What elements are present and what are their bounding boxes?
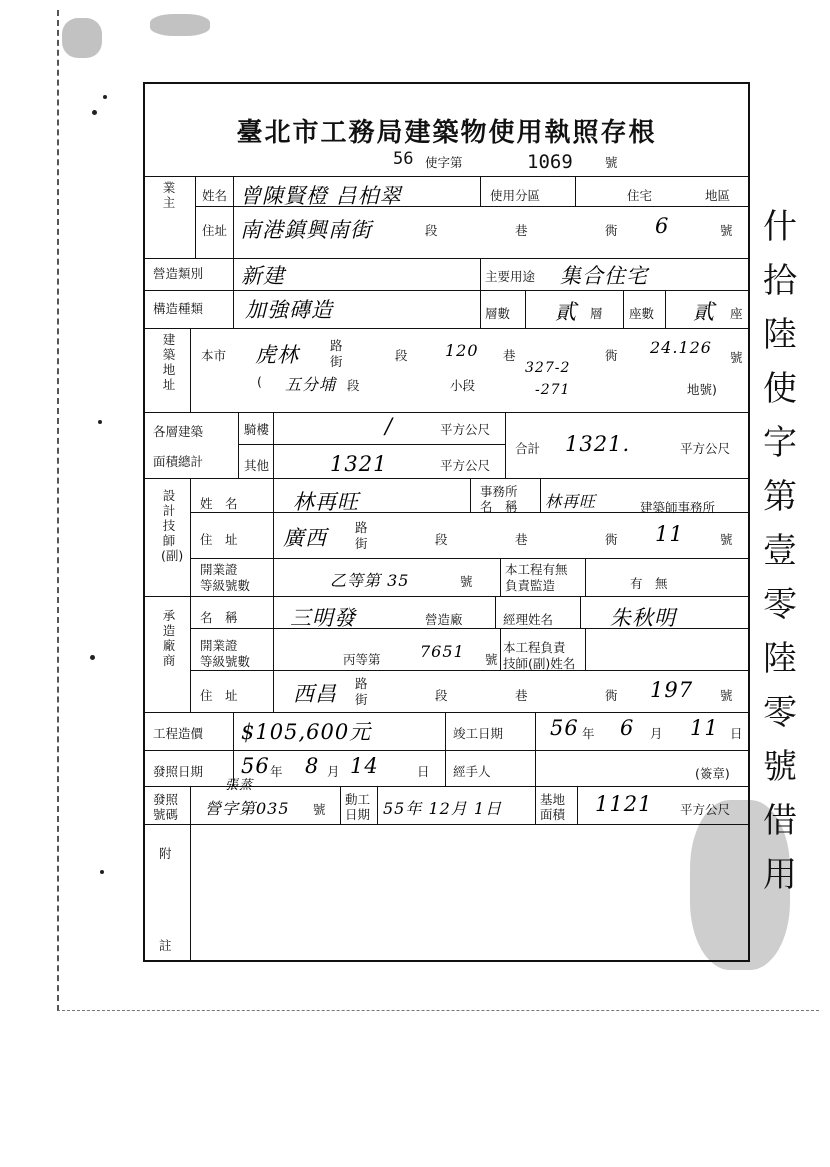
site-jie: 街 xyxy=(330,354,343,369)
buildings-value: 貳 xyxy=(693,300,715,324)
scan-speck xyxy=(90,655,95,660)
license-value: 乙等第 35 xyxy=(330,571,410,590)
arcade-label: 騎樓 xyxy=(244,422,270,437)
contractor-addr-nong: 衖 xyxy=(605,688,618,703)
designer-addr-no: 11 xyxy=(655,522,684,546)
site-xiang: 巷 xyxy=(503,348,516,363)
arcade-value: / xyxy=(385,414,394,438)
margin-stamp: 什拾陸使字第壹零陸零號借用 xyxy=(763,207,797,895)
usage-zone-label: 使用分區 xyxy=(490,188,541,203)
issue-no-label-1: 發照 xyxy=(153,792,179,807)
manager-label: 經理姓名 xyxy=(503,612,554,627)
total-label: 合計 xyxy=(515,441,541,456)
designer-addr: 廣西 xyxy=(283,526,327,550)
contractor-name-suffix: 營造廠 xyxy=(425,612,463,627)
permit-label: 使字第 xyxy=(425,155,463,170)
base-label-2: 面積 xyxy=(540,807,566,822)
contractor-section: 承造廠商 xyxy=(162,608,176,668)
site-lu: 路 xyxy=(330,338,343,353)
engineer-label-2: 技師(副)姓名 xyxy=(503,656,576,671)
owner-section: 業主 xyxy=(162,180,176,210)
contractor-addr-duan: 段 xyxy=(435,688,448,703)
completion-year: 56 xyxy=(550,716,579,740)
completion-label: 竣工日期 xyxy=(453,726,504,741)
site-sub-label: 小段 xyxy=(450,378,476,393)
completion-day: 11 xyxy=(690,716,719,740)
issue-year: 56 xyxy=(241,754,270,778)
supervise-value: 有 無 xyxy=(630,576,668,591)
c-license-no: 7651 xyxy=(420,642,465,661)
site-duan: 段 xyxy=(395,348,408,363)
base-value: 1121 xyxy=(595,792,653,816)
office-label-1: 事務所 xyxy=(480,484,518,499)
scan-smudge xyxy=(150,14,210,36)
owner-addr-nong: 衖 xyxy=(605,223,618,238)
manager-name: 朱秋明 xyxy=(610,606,676,630)
cost-label: 工程造價 xyxy=(153,726,204,741)
contractor-addr-no: 197 xyxy=(650,678,694,702)
area-label-2: 面積總計 xyxy=(153,454,204,469)
site-road: 虎林 xyxy=(255,343,299,367)
owner-addr-duan: 段 xyxy=(425,223,438,238)
arcade-sqm: 平方公尺 xyxy=(440,422,491,437)
total-value: 1321. xyxy=(565,432,631,456)
designer-addr-label: 住 址 xyxy=(200,532,238,547)
license-label-2: 等級號數 xyxy=(200,578,251,593)
site-city: 本市 xyxy=(201,348,227,363)
supervise-label-1: 本工程有無 xyxy=(505,562,568,577)
site-lot-label: 地號) xyxy=(687,382,717,397)
issue-month: 8 xyxy=(305,754,320,778)
owner-name-label: 姓名 xyxy=(202,188,228,203)
completion-ri: 日 xyxy=(730,726,743,741)
start-value: 55年 12月 1日 xyxy=(383,799,503,818)
completion-month: 6 xyxy=(620,716,635,740)
site-paren: ( xyxy=(257,374,262,389)
corner-annotation: 張蒸 xyxy=(225,778,254,793)
site-label: 建築地址 xyxy=(162,332,176,392)
designer-name: 林再旺 xyxy=(293,490,359,514)
contractor-name: 三明發 xyxy=(290,606,356,630)
other-sqm: 平方公尺 xyxy=(440,458,491,473)
handler-stamp: (簽章) xyxy=(695,766,730,781)
issue-no-value: 營字第035 xyxy=(205,799,290,818)
designer-addr-nong: 衖 xyxy=(605,532,618,547)
buildings-label: 座數 xyxy=(629,306,655,321)
base-unit: 平方公尺 xyxy=(680,802,731,817)
c-license-hao: 號 xyxy=(485,652,498,667)
office-name: 林再旺 xyxy=(545,492,597,511)
contractor-addr-label: 住 址 xyxy=(200,688,238,703)
permit-year: 56 xyxy=(393,149,414,169)
remark-label-1: 附 xyxy=(159,846,172,861)
handler-label: 經手人 xyxy=(453,764,491,779)
structure-value: 加強磚造 xyxy=(245,298,333,322)
scan-speck xyxy=(100,870,104,874)
owner-address-label: 住址 xyxy=(202,223,228,238)
site-no: 24.126 xyxy=(650,338,712,357)
scan-speck xyxy=(92,110,97,115)
contractor-addr-jie: 街 xyxy=(355,692,368,707)
site-section: 五分埔 xyxy=(285,375,337,394)
base-label-1: 基地 xyxy=(540,792,566,807)
issue-day: 14 xyxy=(350,754,379,778)
office-suffix: 建築師事務所 xyxy=(640,500,716,515)
completion-yue: 月 xyxy=(650,726,663,741)
floors-label: 層數 xyxy=(485,306,511,321)
site-hao: 號 xyxy=(730,350,743,365)
designer-addr-hao: 號 xyxy=(720,532,733,547)
buildings-unit: 座 xyxy=(730,306,743,321)
site-lot: 327-2 xyxy=(525,360,571,376)
c-license-label-2: 等級號數 xyxy=(200,654,251,669)
cost-value: $105,600元 xyxy=(241,720,372,744)
issue-label: 發照日期 xyxy=(153,764,204,779)
issue-no-label-2: 號碼 xyxy=(153,807,179,822)
build-type-value: 新建 xyxy=(241,264,285,288)
floors-unit: 層 xyxy=(590,306,603,321)
start-label-1: 動工 xyxy=(345,792,371,807)
permit-number: 1069 xyxy=(527,151,573,173)
scan-smudge xyxy=(62,18,102,58)
contractor-name-label: 名 稱 xyxy=(200,610,238,625)
permit-form xyxy=(143,82,750,962)
contractor-addr-xiang: 巷 xyxy=(515,688,528,703)
scan-speck xyxy=(98,420,102,424)
contractor-addr: 西昌 xyxy=(293,682,337,706)
scan-speck xyxy=(103,95,107,99)
structure-label: 構造種類 xyxy=(153,301,204,316)
designer-addr-lu: 路 xyxy=(355,520,368,535)
other-value: 1321 xyxy=(330,452,388,476)
issue-yue: 月 xyxy=(327,764,340,779)
license-hao: 號 xyxy=(460,574,473,589)
engineer-label-1: 本工程負責 xyxy=(503,640,566,655)
remark-label-2: 註 xyxy=(159,938,172,953)
license-label-1: 開業證 xyxy=(200,562,238,577)
owner-addr-hao: 號 xyxy=(720,223,733,238)
designer-addr-jie: 街 xyxy=(355,536,368,551)
site-nong: 衖 xyxy=(605,348,618,363)
contractor-addr-hao: 號 xyxy=(720,688,733,703)
area-label-1: 各層建築 xyxy=(153,424,204,439)
contractor-addr-lu: 路 xyxy=(355,676,368,691)
owner-addr-xiang: 巷 xyxy=(515,223,528,238)
site-lot2: -271 xyxy=(535,382,571,398)
completion-nian: 年 xyxy=(582,726,595,741)
designer-name-label: 姓 名 xyxy=(200,496,238,511)
issue-nian: 年 xyxy=(270,764,283,779)
start-label-2: 日期 xyxy=(345,807,371,822)
build-type-label: 營造類別 xyxy=(153,266,204,281)
issue-ri: 日 xyxy=(417,764,430,779)
office-label-2: 名 稱 xyxy=(480,499,518,514)
total-sqm: 平方公尺 xyxy=(680,441,731,456)
main-use-value: 集合住宅 xyxy=(560,264,648,288)
usage-zone-suffix: 地區 xyxy=(705,188,731,203)
c-license-value: 丙等第 xyxy=(343,652,381,667)
designer-section: 設計技師(副) xyxy=(161,488,184,563)
site-duan2: 段 xyxy=(347,378,360,393)
floors-value: 貳 xyxy=(555,300,577,324)
owner-address: 南港鎮興南街 xyxy=(240,218,372,242)
owner-address-no: 6 xyxy=(655,214,670,238)
designer-addr-xiang: 巷 xyxy=(515,532,528,547)
supervise-label-2: 負責監造 xyxy=(505,578,556,593)
c-license-label-1: 開業證 xyxy=(200,638,238,653)
usage-zone-value: 住宅 xyxy=(627,188,653,203)
permit-suffix: 號 xyxy=(605,155,618,170)
owner-name: 曾陳賢橙 吕柏翠 xyxy=(240,184,402,208)
main-use-label: 主要用途 xyxy=(485,269,536,284)
designer-addr-duan: 段 xyxy=(435,532,448,547)
issue-no-hao: 號 xyxy=(313,802,326,817)
other-label: 其他 xyxy=(244,458,270,473)
site-lane: 120 xyxy=(445,341,479,360)
form-title: 臺北市工務局建築物使用執照存根 xyxy=(236,118,657,148)
